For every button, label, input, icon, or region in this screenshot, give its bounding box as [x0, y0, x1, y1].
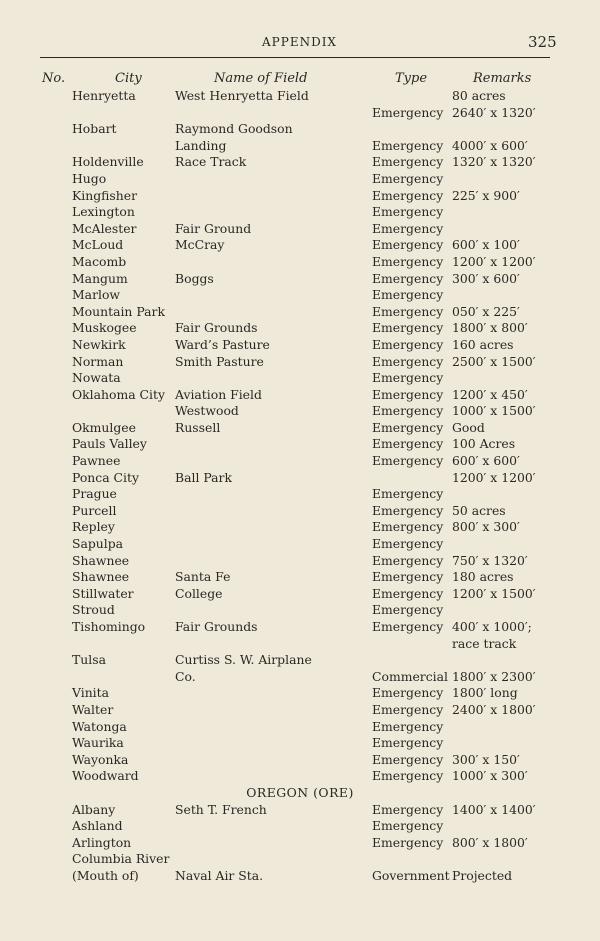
table-row — [0, 436, 600, 453]
city-cell: Mountain Park — [72, 303, 165, 319]
remarks-cell: 225′ x 900′ — [452, 187, 520, 203]
type-cell: Emergency — [372, 287, 444, 303]
table-row — [0, 802, 600, 819]
type-cell: Emergency — [372, 220, 444, 236]
type-cell: Emergency — [372, 619, 444, 634]
type-cell: Emergency — [372, 187, 444, 203]
remarks-cell: 800′ x 300′ — [452, 519, 520, 535]
city-cell: Holdenville — [72, 154, 144, 170]
city-cell: Henryetta — [72, 88, 136, 103]
column-header-type: Type — [395, 71, 428, 86]
table-row — [0, 237, 600, 254]
remarks-cell: 750′ x 1320′ — [452, 552, 528, 568]
city-cell: Norman — [72, 353, 124, 369]
field-name-cell: Fair Grounds — [175, 619, 258, 634]
table-row — [0, 652, 600, 669]
city-cell: Ashland — [72, 818, 123, 834]
field-name-cell: Aviation Field — [175, 386, 262, 402]
remarks-cell: 1800′ x 800′ — [452, 320, 528, 336]
type-cell: Emergency — [372, 685, 444, 701]
table-row — [0, 420, 600, 437]
table-row — [0, 254, 600, 271]
type-cell: Emergency — [372, 137, 444, 153]
table-row — [0, 304, 600, 321]
column-headers — [0, 71, 600, 89]
city-cell: Vinita — [72, 685, 110, 701]
table-row — [0, 735, 600, 752]
type-cell: Emergency — [372, 801, 444, 817]
table-row — [0, 669, 600, 686]
column-header-city: City — [115, 71, 142, 86]
remarks-cell: 1200′ x 1200′ — [452, 469, 536, 485]
city-cell: Repley — [72, 519, 115, 535]
table-row — [0, 121, 600, 138]
table-row — [0, 188, 600, 205]
type-cell: Emergency — [372, 370, 444, 386]
remarks-cell: 1200′ x 1200′ — [452, 253, 536, 269]
type-cell: Emergency — [372, 154, 444, 170]
field-name-cell: Ward’s Pasture — [175, 336, 270, 352]
field-name-cell: Landing — [175, 137, 227, 153]
table-row — [0, 553, 600, 570]
city-cell: Arlington — [72, 834, 132, 850]
city-cell: McAlester — [72, 220, 137, 236]
section-title: OREGON (ORE) — [246, 784, 354, 800]
table-row — [0, 835, 600, 852]
type-cell: Emergency — [372, 253, 444, 269]
type-cell: Emergency — [372, 701, 444, 717]
city-cell: Walter — [72, 701, 114, 717]
type-cell: Emergency — [372, 519, 444, 535]
city-cell: Tulsa — [72, 652, 106, 668]
city-cell: Albany — [72, 801, 116, 817]
table-row — [0, 719, 600, 736]
table-row — [0, 868, 600, 885]
field-name-cell: Boggs — [175, 270, 214, 286]
city-cell: Woodward — [72, 768, 139, 784]
table-row — [0, 154, 600, 171]
field-name-cell: Race Track — [175, 154, 247, 170]
city-cell: Marlow — [72, 287, 121, 303]
city-cell: Okmulgee — [72, 419, 136, 435]
table-row — [0, 387, 600, 404]
page-header — [0, 33, 600, 55]
city-cell: McLoud — [72, 237, 124, 253]
table-row — [0, 602, 600, 619]
city-cell: Pauls Valley — [72, 436, 147, 452]
remarks-cell: 800′ x 1800′ — [452, 834, 528, 850]
table-row — [0, 88, 600, 105]
table-row — [0, 354, 600, 371]
city-cell: Oklahoma City — [72, 386, 165, 402]
state-section-heading — [0, 785, 600, 802]
field-name-cell: Curtiss S. W. Airplane — [175, 652, 312, 668]
remarks-cell: 300′ x 600′ — [452, 270, 520, 286]
field-name-cell: Naval Air Sta. — [175, 867, 264, 883]
table-row — [0, 851, 600, 868]
field-name-cell: Ball Park — [175, 469, 232, 485]
table-row — [0, 752, 600, 769]
field-name-cell: Co. — [175, 668, 196, 684]
table-row — [0, 519, 600, 536]
city-cell: Purcell — [72, 502, 117, 518]
table-row — [0, 453, 600, 470]
remarks-cell: 1400′ x 1400′ — [452, 801, 536, 817]
type-cell: Emergency — [372, 751, 444, 767]
table-row — [0, 105, 600, 122]
remarks-cell: 2400′ x 1800′ — [452, 701, 536, 717]
field-name-cell: Seth T. French — [175, 801, 267, 817]
city-cell: (Mouth of) — [72, 867, 139, 883]
type-cell: Emergency — [372, 270, 444, 286]
field-name-cell: West Henryetta Field — [175, 88, 309, 103]
city-cell: Hobart — [72, 121, 117, 137]
city-cell: Kingfisher — [72, 187, 137, 203]
city-cell: Muskogee — [72, 320, 137, 336]
field-name-cell: Fair Ground — [175, 220, 252, 236]
field-name-cell: McCray — [175, 237, 225, 253]
type-cell: Emergency — [372, 204, 444, 220]
remarks-cell: 600′ x 100′ — [452, 237, 520, 253]
type-cell: Emergency — [372, 403, 444, 419]
city-cell: Prague — [72, 486, 117, 502]
remarks-cell: 2640′ x 1320′ — [452, 104, 536, 120]
type-cell: Emergency — [372, 502, 444, 518]
field-name-cell: Westwood — [175, 403, 239, 419]
type-cell: Emergency — [372, 237, 444, 253]
remarks-cell: 600′ x 600′ — [452, 453, 520, 469]
field-name-cell: Fair Grounds — [175, 320, 258, 336]
city-cell: Ponca City — [72, 469, 139, 485]
type-cell: Emergency — [372, 768, 444, 784]
city-cell: Shawnee — [72, 569, 130, 585]
page-number: 325 — [528, 33, 557, 51]
city-cell: Macomb — [72, 253, 127, 269]
city-cell: Pawnee — [72, 453, 121, 469]
city-cell: Nowata — [72, 370, 121, 386]
remarks-cell: 1200′ x 450′ — [452, 386, 528, 402]
type-cell: Government — [372, 867, 450, 883]
type-cell: Commercial — [372, 668, 448, 684]
table-row — [0, 702, 600, 719]
type-cell: Emergency — [372, 353, 444, 369]
table-row — [0, 636, 600, 653]
city-cell: Shawnee — [72, 552, 130, 568]
airfield-table — [0, 88, 600, 885]
table-row — [0, 536, 600, 553]
city-cell: Stillwater — [72, 585, 134, 601]
remarks-cell: 4000′ x 600′ — [452, 137, 528, 153]
remarks-cell: 1000′ x 1500′ — [452, 403, 536, 419]
table-row — [0, 486, 600, 503]
city-cell: Waurika — [72, 735, 124, 751]
table-row — [0, 138, 600, 155]
field-name-cell: Raymond Goodson — [175, 121, 293, 137]
remarks-cell: 050′ x 225′ — [452, 303, 520, 319]
remarks-cell: Projected — [452, 867, 513, 883]
type-cell: Emergency — [372, 718, 444, 734]
remarks-cell: race track — [452, 635, 517, 651]
type-cell: Emergency — [372, 336, 444, 352]
remarks-cell: 100 Acres — [452, 436, 516, 452]
type-cell: Emergency — [372, 436, 444, 452]
type-cell: Emergency — [372, 303, 444, 319]
table-row — [0, 768, 600, 785]
type-cell: Emergency — [372, 585, 444, 601]
table-row — [0, 204, 600, 221]
remarks-cell: 1800′ x 2300′ — [452, 668, 536, 684]
remarks-cell: 400′ x 1000′; — [452, 619, 532, 634]
type-cell: Emergency — [372, 552, 444, 568]
city-cell: Mangum — [72, 270, 128, 286]
field-name-cell: Santa Fe — [175, 569, 231, 585]
field-name-cell: College — [175, 585, 223, 601]
type-cell: Emergency — [372, 818, 444, 834]
remarks-cell: 300′ x 150′ — [452, 751, 520, 767]
remarks-cell: Good — [452, 419, 485, 435]
field-name-cell: Smith Pasture — [175, 353, 264, 369]
table-row — [0, 403, 600, 420]
type-cell: Emergency — [372, 569, 444, 585]
remarks-cell: 1800′ long — [452, 685, 518, 701]
column-header-remarks: Remarks — [473, 71, 532, 86]
remarks-cell: 180 acres — [452, 569, 514, 585]
table-row — [0, 271, 600, 288]
remarks-cell: 2500′ x 1500′ — [452, 353, 536, 369]
type-cell: Emergency — [372, 486, 444, 502]
type-cell: Emergency — [372, 453, 444, 469]
city-cell: Wayonka — [72, 751, 129, 767]
city-cell: Stroud — [72, 602, 115, 618]
table-row — [0, 569, 600, 586]
column-header-field: Name of Field — [214, 71, 308, 86]
city-cell: Newkirk — [72, 336, 126, 352]
city-cell: Hugo — [72, 170, 107, 186]
remarks-cell: 1000′ x 300′ — [452, 768, 528, 784]
table-row — [0, 470, 600, 487]
remarks-cell: 1200′ x 1500′ — [452, 585, 536, 601]
table-row — [0, 287, 600, 304]
table-row — [0, 370, 600, 387]
table-row — [0, 320, 600, 337]
table-row — [0, 685, 600, 702]
table-row — [0, 586, 600, 603]
type-cell: Emergency — [372, 104, 444, 120]
city-cell: Sapulpa — [72, 536, 124, 552]
type-cell: Emergency — [372, 170, 444, 186]
table-row — [0, 221, 600, 238]
column-header-no: No. — [42, 71, 66, 86]
table-row — [0, 818, 600, 835]
table-row — [0, 503, 600, 520]
header-rule — [40, 57, 550, 58]
type-cell: Emergency — [372, 386, 444, 402]
remarks-cell: 1320′ x 1320′ — [452, 154, 536, 170]
type-cell: Emergency — [372, 419, 444, 435]
city-cell: Tishomingo — [72, 619, 146, 634]
table-row — [0, 337, 600, 354]
type-cell: Emergency — [372, 834, 444, 850]
remarks-cell: 80 acres — [452, 88, 506, 103]
running-head: APPENDIX — [262, 35, 337, 49]
type-cell: Emergency — [372, 536, 444, 552]
table-row — [0, 171, 600, 188]
city-cell: Columbia River — [72, 851, 170, 867]
remarks-cell: 50 acres — [452, 502, 506, 518]
remarks-cell: 160 acres — [452, 336, 514, 352]
table-row — [0, 619, 600, 636]
type-cell: Emergency — [372, 602, 444, 618]
type-cell: Emergency — [372, 320, 444, 336]
city-cell: Lexington — [72, 204, 135, 220]
type-cell: Emergency — [372, 735, 444, 751]
field-name-cell: Russell — [175, 419, 221, 435]
city-cell: Watonga — [72, 718, 127, 734]
